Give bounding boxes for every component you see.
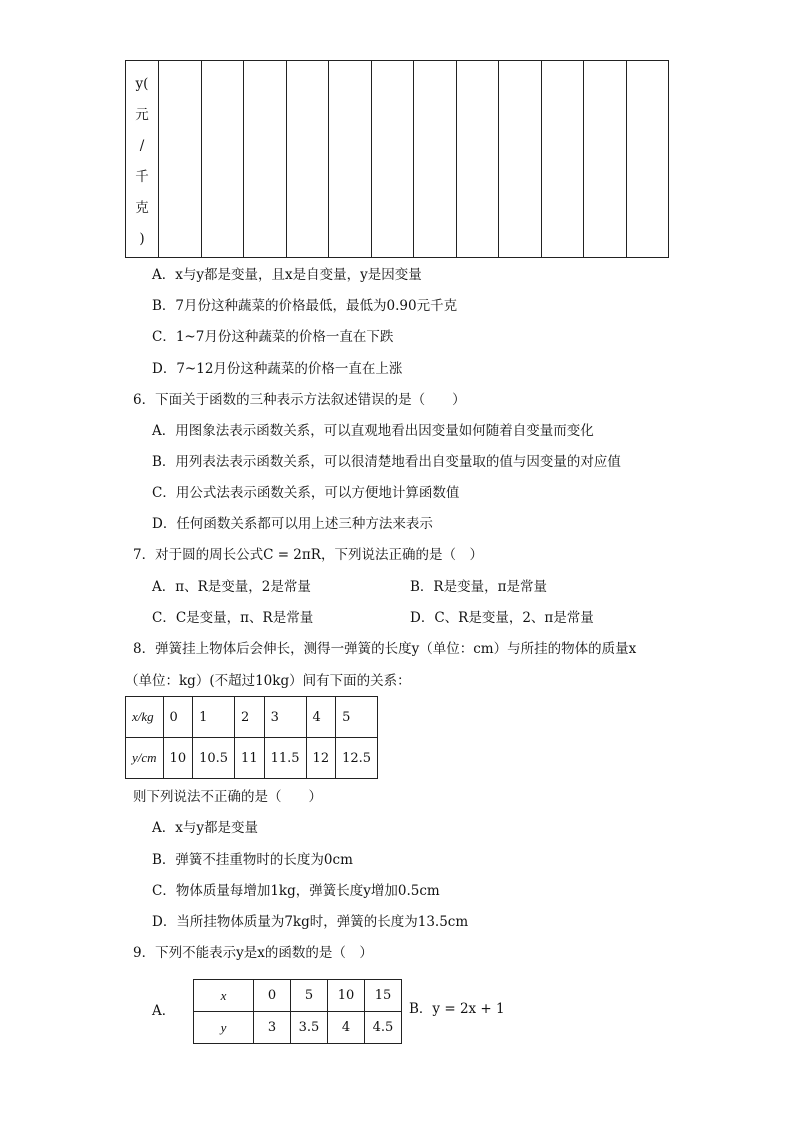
table-cell: 4 xyxy=(328,1012,365,1044)
q9-stem: 9．下列不能表示y是x的函数的是（ ） xyxy=(133,945,373,961)
price-cell xyxy=(584,61,627,258)
q5-option-c: C．1~7月份这种蔬菜的价格一直在下跌 xyxy=(152,329,394,345)
q8-stem-line1: 8．弹簧挂上物体后会伸长，测得一弹簧的长度y（单位：cm）与所挂的物体的质量x xyxy=(133,641,637,657)
q8-prompt: 则下列说法不正确的是（ ） xyxy=(133,789,322,805)
table-cell: 2 xyxy=(235,697,265,738)
table-cell: 12 xyxy=(306,738,336,779)
table-cell: 11 xyxy=(235,738,265,779)
table-cell: 10.5 xyxy=(193,738,235,779)
q9-option-a-table xyxy=(193,979,402,1044)
table-cell: 3.5 xyxy=(291,1012,328,1044)
table-cell: 0 xyxy=(163,697,193,738)
q8-stem-line2: （单位：kg）(不超过10kg）间有下面的关系： xyxy=(125,673,411,689)
table-cell: y xyxy=(194,1012,254,1044)
price-cell xyxy=(159,61,202,258)
q5-option-d: D．7~12月份这种蔬菜的价格一直在上涨 xyxy=(152,361,403,377)
table-row xyxy=(194,1012,402,1044)
q7-option-b: B．R是变量，π是常量 xyxy=(410,579,547,595)
label-char: 克 xyxy=(135,200,149,216)
table-cell: y/cm xyxy=(126,738,164,779)
y-axis-label xyxy=(126,61,158,255)
table-row xyxy=(126,697,378,738)
table-cell: 11.5 xyxy=(264,738,306,779)
price-cell xyxy=(499,61,542,258)
q7-option-c: C．C是变量，π、R是常量 xyxy=(152,610,314,626)
q6-option-a: A．用图象法表示函数关系，可以直观地看出因变量如何随着自变量而变化 xyxy=(152,423,594,439)
price-cell xyxy=(371,61,414,258)
table-cell: x xyxy=(194,980,254,1012)
table-cell: 10 xyxy=(328,980,365,1012)
price-cell xyxy=(626,61,669,258)
table-cell: 3 xyxy=(264,697,306,738)
price-cell xyxy=(286,61,329,258)
table-cell: 12.5 xyxy=(336,738,378,779)
price-table-y-label-cell xyxy=(126,61,159,258)
q6-option-d: D．任何函数关系都可以用上述三种方法来表示 xyxy=(152,516,433,532)
table-cell: 10 xyxy=(163,738,193,779)
label-char: 元 xyxy=(135,107,149,123)
price-cell xyxy=(201,61,244,258)
q6-stem: 6．下面关于函数的三种表示方法叙述错误的是（ ） xyxy=(133,392,466,408)
label-char: y( xyxy=(135,76,149,92)
price-cell xyxy=(456,61,499,258)
table-row xyxy=(194,980,402,1012)
label-char: / xyxy=(139,138,145,154)
q8-option-c: C．物体质量每增加1kg，弹簧长度y增加0.5cm xyxy=(152,883,440,899)
q7-stem: 7．对于圆的周长公式C = 2πR，下列说法正确的是（ ） xyxy=(133,547,483,563)
spring-table xyxy=(125,696,378,779)
price-cell xyxy=(244,61,287,258)
table-cell: 3 xyxy=(254,1012,291,1044)
q8-option-d: D．当所挂物体质量为7kg时，弹簧的长度为13.5cm xyxy=(152,914,469,930)
q7-option-d: D．C、R是变量，2、π是常量 xyxy=(410,610,594,626)
table-cell: 4 xyxy=(306,697,336,738)
q9-option-a-label: A． xyxy=(152,1003,176,1019)
price-cell xyxy=(329,61,372,258)
q9-option-b: B．y = 2x + 1 xyxy=(409,1001,505,1017)
q5-option-b: B．7月份这种蔬菜的价格最低，最低为0.90元千克 xyxy=(152,298,458,314)
price-cell xyxy=(414,61,457,258)
table-cell: x/kg xyxy=(126,697,164,738)
q8-option-b: B．弹簧不挂重物时的长度为0cm xyxy=(152,852,353,868)
table-cell: 0 xyxy=(254,980,291,1012)
table-cell: 15 xyxy=(365,980,402,1012)
q8-option-a: A．x与y都是变量 xyxy=(152,820,258,836)
price-cell xyxy=(541,61,584,258)
q7-option-a: A．π、R是变量，2是常量 xyxy=(152,579,311,595)
q6-option-c: C．用公式法表示函数关系，可以方便地计算函数值 xyxy=(152,485,460,501)
q6-option-b: B．用列表法表示函数关系，可以很清楚地看出自变量取的值与因变量的对应值 xyxy=(152,454,621,470)
price-table xyxy=(125,60,669,258)
label-char: ) xyxy=(139,231,145,247)
table-cell: 4.5 xyxy=(365,1012,402,1044)
table-cell: 5 xyxy=(291,980,328,1012)
q5-option-a: A．x与y都是变量，且x是自变量，y是因变量 xyxy=(152,267,422,283)
table-cell: 1 xyxy=(193,697,235,738)
table-row xyxy=(126,738,378,779)
label-char: 千 xyxy=(135,169,149,185)
table-cell: 5 xyxy=(336,697,378,738)
